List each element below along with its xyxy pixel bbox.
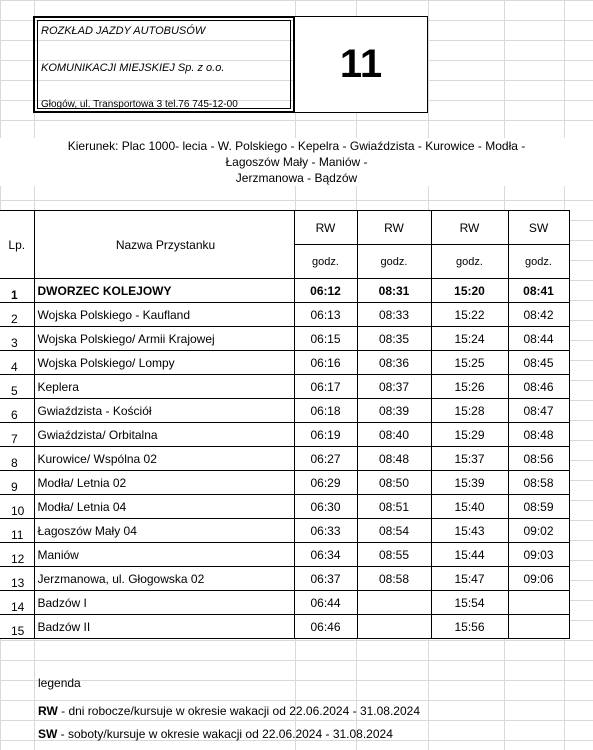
- row-number: 15: [0, 615, 34, 639]
- legend-item: [38, 727, 393, 741]
- stop-name-header: Nazwa Przystanku: [34, 211, 294, 279]
- row-number: 3: [0, 327, 34, 351]
- legend-code: RW: [38, 704, 58, 718]
- departure-time: 06:30: [294, 495, 357, 519]
- table-row: [0, 279, 569, 303]
- legend-item: [38, 704, 420, 718]
- stop-name: Maniów: [34, 543, 294, 567]
- departure-time: 15:24: [431, 327, 508, 351]
- row-number: 6: [0, 399, 34, 423]
- departure-time: 15:54: [431, 591, 508, 615]
- departure-time: 08:44: [508, 327, 569, 351]
- line-number: 11: [295, 16, 428, 113]
- stop-name: Kurowice/ Wspólna 02: [34, 447, 294, 471]
- table-row: [0, 495, 569, 519]
- unit-label: godz.: [357, 245, 431, 279]
- legend-title: legenda: [38, 676, 81, 690]
- row-number: 11: [0, 519, 34, 543]
- stop-name: Wojska Polskiego/ Armii Krajowej: [34, 327, 294, 351]
- departure-time: 15:22: [431, 303, 508, 327]
- departure-time: 08:55: [357, 543, 431, 567]
- row-number: 7: [0, 423, 34, 447]
- departure-time: 15:47: [431, 567, 508, 591]
- departure-time: 06:15: [294, 327, 357, 351]
- day-type-header: SW: [508, 211, 569, 245]
- stop-name: Gwiaździsta/ Orbitalna: [34, 423, 294, 447]
- departure-time: 15:43: [431, 519, 508, 543]
- departure-time: 09:06: [508, 567, 569, 591]
- departure-time: 15:25: [431, 351, 508, 375]
- table-row: [0, 423, 569, 447]
- departure-time: 06:19: [294, 423, 357, 447]
- company-address: Głogów, ul. Transportowa 3 tel.76 745-12-00: [41, 99, 238, 110]
- direction-line3: Jerzmanowa - Bądzów: [0, 170, 593, 186]
- departure-time: 06:44: [294, 591, 357, 615]
- departure-time: 08:40: [357, 423, 431, 447]
- day-type-header: RW: [357, 211, 431, 245]
- row-number: 2: [0, 303, 34, 327]
- departure-time: 08:39: [357, 399, 431, 423]
- departure-time: 08:41: [508, 279, 569, 303]
- table-row: [0, 303, 569, 327]
- stop-name: Gwiaździsta - Kościół: [34, 399, 294, 423]
- table-row: [0, 591, 569, 615]
- departure-time: 08:59: [508, 495, 569, 519]
- departure-time: 08:48: [357, 447, 431, 471]
- departure-time: 08:58: [508, 471, 569, 495]
- departure-time: 08:35: [357, 327, 431, 351]
- legend-code: SW: [38, 727, 58, 741]
- table-row: [0, 351, 569, 375]
- departure-time: 08:42: [508, 303, 569, 327]
- row-number: 13: [0, 567, 34, 591]
- departure-time: 06:27: [294, 447, 357, 471]
- departure-time: 06:46: [294, 615, 357, 639]
- unit-label: godz.: [294, 245, 357, 279]
- departure-time: [357, 591, 431, 615]
- stop-name: Jerzmanowa, ul. Głogowska 02: [34, 567, 294, 591]
- day-type-header: RW: [294, 211, 357, 245]
- departure-time: 15:29: [431, 423, 508, 447]
- departure-time: 08:37: [357, 375, 431, 399]
- row-number: 12: [0, 543, 34, 567]
- departure-time: 15:39: [431, 471, 508, 495]
- departure-time: 08:36: [357, 351, 431, 375]
- departure-time: 08:51: [357, 495, 431, 519]
- departure-time: 15:37: [431, 447, 508, 471]
- lp-header: Lp.: [0, 211, 34, 279]
- table-row: [0, 399, 569, 423]
- departure-time: 15:40: [431, 495, 508, 519]
- departure-time: 06:13: [294, 303, 357, 327]
- table-row: [0, 375, 569, 399]
- stop-name: Modła/ Letnia 02: [34, 471, 294, 495]
- departure-time: 06:33: [294, 519, 357, 543]
- company-name-line2: KOMUNIKACJI MIEJSKIEJ Sp. z o.o.: [41, 62, 225, 74]
- row-number: 8: [0, 447, 34, 471]
- table-row: [0, 615, 569, 639]
- unit-label: godz.: [431, 245, 508, 279]
- stop-name: Wojska Polskiego - Kaufland: [34, 303, 294, 327]
- timetable-header-row: [0, 211, 569, 245]
- timetable: [0, 210, 570, 639]
- departure-time: 08:54: [357, 519, 431, 543]
- departure-time: 06:29: [294, 471, 357, 495]
- table-row: [0, 447, 569, 471]
- departure-time: 08:50: [357, 471, 431, 495]
- stop-name: Wojska Polskiego/ Lompy: [34, 351, 294, 375]
- row-number: 1: [0, 279, 34, 303]
- row-number: 9: [0, 471, 34, 495]
- departure-time: 08:58: [357, 567, 431, 591]
- departure-time: 06:12: [294, 279, 357, 303]
- direction-line2: Łagoszów Mały - Maniów -: [0, 154, 593, 170]
- departure-time: 06:18: [294, 399, 357, 423]
- departure-time: 06:37: [294, 567, 357, 591]
- departure-time: 15:56: [431, 615, 508, 639]
- stop-name: Keplera: [34, 375, 294, 399]
- company-name-line1: ROZKŁAD JAZDY AUTOBUSÓW: [41, 25, 206, 37]
- stop-name: Łagoszów Mały 04: [34, 519, 294, 543]
- departure-time: 15:28: [431, 399, 508, 423]
- table-row: [0, 567, 569, 591]
- legend-text: - dni robocze/kursuje w okresie wakacji od 22.06.2024 - 31.08.2024: [57, 704, 420, 718]
- row-number: 4: [0, 351, 34, 375]
- stop-name: DWORZEC KOLEJOWY: [34, 279, 294, 303]
- unit-label: godz.: [508, 245, 569, 279]
- departure-time: 08:56: [508, 447, 569, 471]
- departure-time: [508, 591, 569, 615]
- direction-line1: Kierunek: Plac 1000- lecia - W. Polskiego - Kepelra - Gwiaździsta - Kurowice - Modła -: [0, 138, 593, 154]
- stop-name: Badzów II: [34, 615, 294, 639]
- day-type-header: RW: [431, 211, 508, 245]
- departure-time: 06:34: [294, 543, 357, 567]
- row-number: 10: [0, 495, 34, 519]
- departure-time: 08:46: [508, 375, 569, 399]
- departure-time: 08:47: [508, 399, 569, 423]
- departure-time: 15:26: [431, 375, 508, 399]
- table-row: [0, 519, 569, 543]
- stop-name: Modła/ Letnia 04: [34, 495, 294, 519]
- table-row: [0, 471, 569, 495]
- legend-text: - soboty/kursuje w okresie wakacji od 22.06.2024 - 31.08.2024: [57, 727, 393, 741]
- departure-time: 08:48: [508, 423, 569, 447]
- departure-time: 08:31: [357, 279, 431, 303]
- company-header-box: [33, 16, 295, 113]
- departure-time: 09:02: [508, 519, 569, 543]
- departure-time: 15:20: [431, 279, 508, 303]
- company-header-inner: [37, 20, 291, 109]
- departure-time: 09:03: [508, 543, 569, 567]
- stop-name: Badzów I: [34, 591, 294, 615]
- table-row: [0, 543, 569, 567]
- departure-time: 08:33: [357, 303, 431, 327]
- departure-time: [357, 615, 431, 639]
- row-number: 14: [0, 591, 34, 615]
- row-number: 5: [0, 375, 34, 399]
- departure-time: 06:16: [294, 351, 357, 375]
- departure-time: 15:44: [431, 543, 508, 567]
- departure-time: 08:45: [508, 351, 569, 375]
- departure-time: 06:17: [294, 375, 357, 399]
- table-row: [0, 327, 569, 351]
- departure-time: [508, 615, 569, 639]
